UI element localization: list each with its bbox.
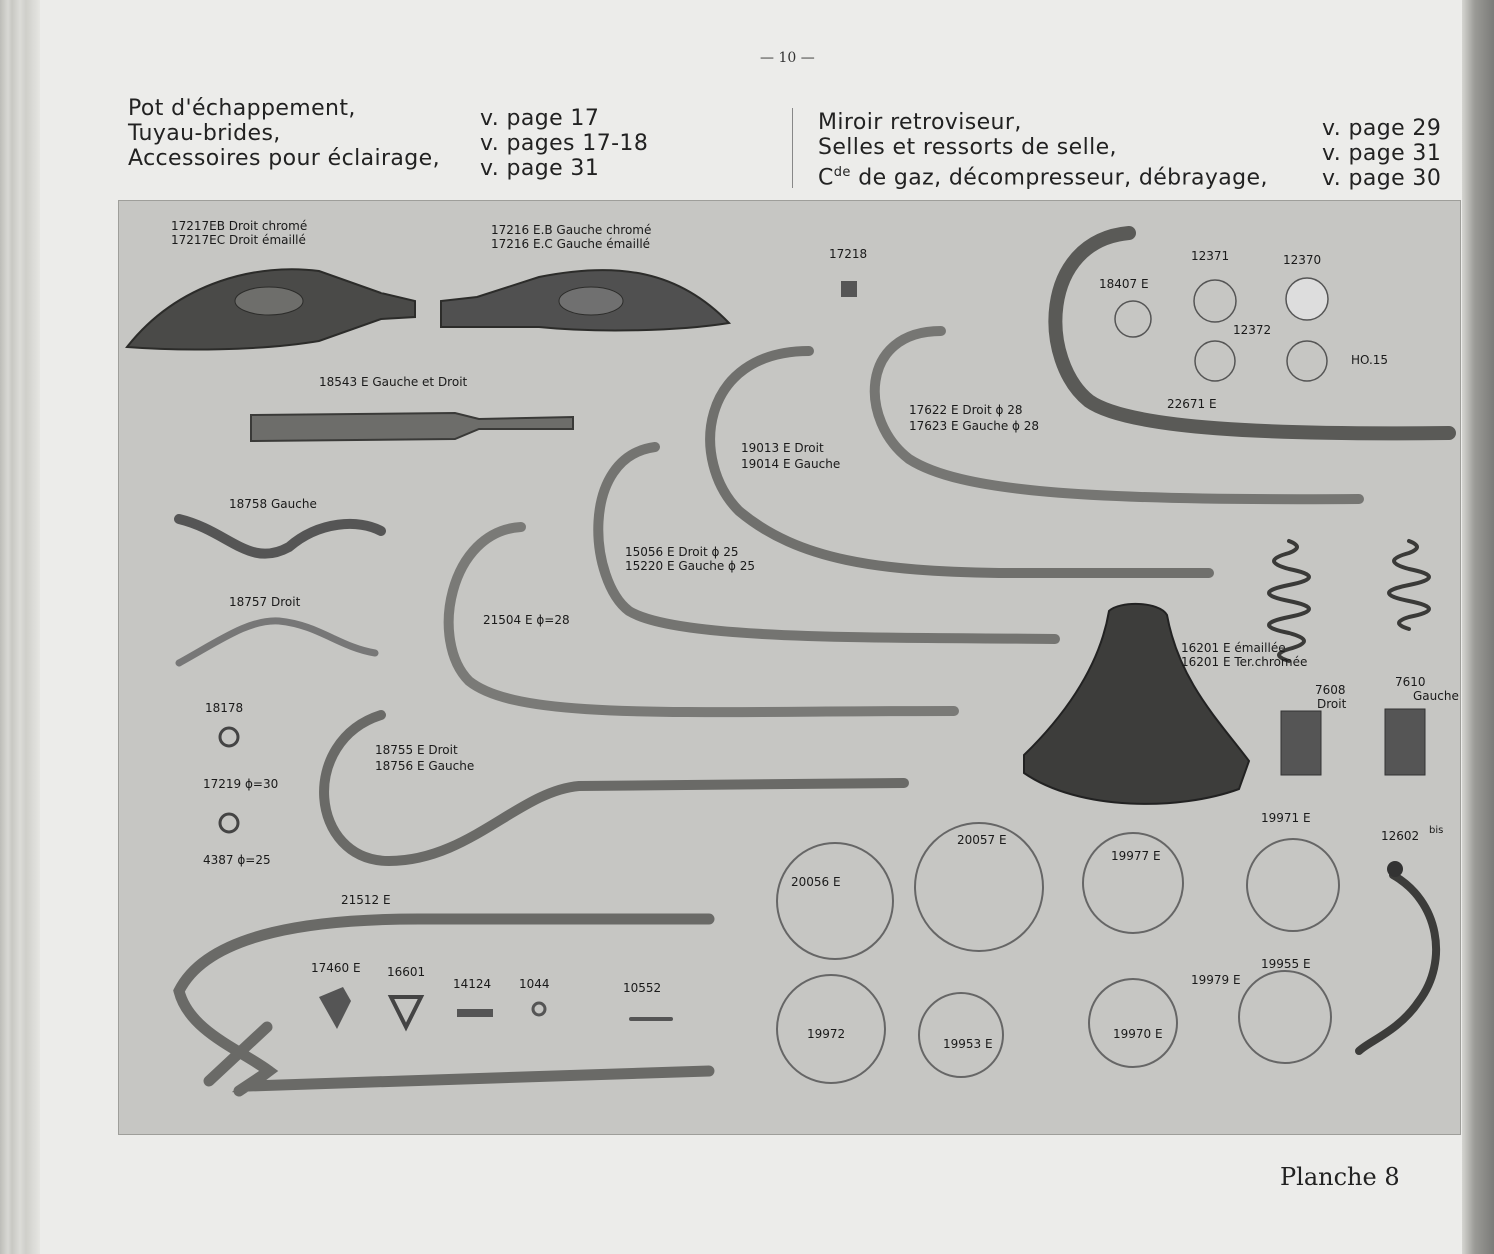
header-ref: v. page 31 bbox=[1322, 141, 1442, 166]
label-18178: 18178 bbox=[205, 701, 244, 715]
label-17219: 17219 ϕ=30 bbox=[203, 777, 279, 791]
header-item: Miroir retroviseur, bbox=[818, 110, 1022, 135]
page-left-edge bbox=[0, 0, 40, 1254]
pipe-18755-18756 bbox=[324, 715, 904, 861]
label-17218: 17218 bbox=[829, 247, 868, 261]
label-17623: 17623 E Gauche ϕ 28 bbox=[909, 419, 1040, 433]
label-19979: 19979 E bbox=[1191, 973, 1241, 987]
cable-20056 bbox=[777, 843, 893, 959]
label-17216-enamel: 17216 E.C Gauche émaillé bbox=[491, 237, 651, 251]
label-18755: 18755 E Droit bbox=[375, 743, 458, 757]
label-19977: 19977 E bbox=[1111, 849, 1161, 863]
label-18757: 18757 Droit bbox=[229, 595, 301, 609]
label-20057: 20057 E bbox=[957, 833, 1007, 847]
header-right-items bbox=[818, 110, 1268, 190]
label-HO15: HO.15 bbox=[1351, 353, 1389, 367]
header-ref: v. page 17 bbox=[480, 106, 600, 131]
label-7610: 7610 bbox=[1395, 675, 1426, 689]
label-18407: 18407 E bbox=[1099, 277, 1149, 291]
label-18543: 18543 E Gauche et Droit bbox=[319, 375, 468, 389]
label-17217-enamel: 17217EC Droit émaillé bbox=[171, 233, 306, 247]
header-item: Accessoires pour éclairage, bbox=[128, 146, 441, 171]
label-17216-chrome: 17216 E.B Gauche chromé bbox=[491, 223, 652, 237]
lever-12602 bbox=[1359, 875, 1436, 1051]
label-15056: 15056 E Droit ϕ 25 bbox=[625, 545, 739, 559]
header-item: Cde de gaz, décompresseur, débrayage, bbox=[818, 165, 1268, 191]
label-12371: 12371 bbox=[1191, 249, 1230, 263]
label-18756: 18756 E Gauche bbox=[375, 759, 475, 773]
header-item: Tuyau-brides, bbox=[128, 121, 281, 146]
header-right-refs bbox=[1322, 116, 1441, 191]
label-18758: 18758 Gauche bbox=[229, 497, 317, 511]
header-item: Selles et ressorts de selle, bbox=[818, 135, 1117, 160]
page-right-edge bbox=[1462, 0, 1494, 1254]
label-17217-chrome: 17217EB Droit chromé bbox=[171, 219, 308, 233]
label-16201-enamel: 16201 E émaillée bbox=[1181, 641, 1286, 655]
cable-19953 bbox=[919, 993, 1003, 1077]
label-22671: 22671 E bbox=[1167, 397, 1217, 411]
cable-19977 bbox=[1083, 833, 1183, 933]
label-19970: 19970 E bbox=[1113, 1027, 1163, 1041]
part-16601 bbox=[391, 997, 421, 1027]
label-1044: 1044 bbox=[519, 977, 550, 991]
header-item: Pot d'échappement, bbox=[128, 96, 356, 121]
plate-title: Planche 8 bbox=[1280, 1163, 1400, 1191]
cable-19970 bbox=[1089, 979, 1177, 1067]
label-19955: 19955 E bbox=[1261, 957, 1311, 971]
header-left-refs bbox=[480, 106, 648, 181]
label-20056: 20056 E bbox=[791, 875, 841, 889]
frame-tube-21512 bbox=[179, 919, 709, 1091]
label-19971: 19971 E bbox=[1261, 811, 1311, 825]
parts-photo-plate bbox=[118, 200, 1461, 1135]
label-17460: 17460 E bbox=[311, 961, 361, 975]
label-19014: 19014 E Gauche bbox=[741, 457, 841, 471]
label-7608: 7608 bbox=[1315, 683, 1346, 697]
label-21504: 21504 E ϕ=28 bbox=[483, 613, 570, 627]
label-14124: 14124 bbox=[453, 977, 492, 991]
part-17218 bbox=[841, 281, 857, 297]
part-14124 bbox=[457, 1009, 493, 1017]
label-7608-droit: Droit bbox=[1317, 697, 1347, 711]
cable-19971 bbox=[1247, 839, 1339, 931]
label-19953: 19953 E bbox=[943, 1037, 993, 1051]
page-number: — 10 — bbox=[760, 50, 815, 66]
part-17460 bbox=[319, 987, 351, 1029]
label-12372: 12372 bbox=[1233, 323, 1272, 337]
label-7610-gauche: Gauche bbox=[1413, 689, 1459, 703]
pipe-15056-15220 bbox=[598, 447, 1055, 639]
spring-7610 bbox=[1385, 709, 1425, 775]
silencer-18543 bbox=[251, 413, 573, 441]
header-ref: v. page 29 bbox=[1322, 116, 1442, 141]
spring-7608 bbox=[1281, 711, 1321, 775]
header-divider bbox=[792, 108, 793, 188]
label-10552: 10552 bbox=[623, 981, 662, 995]
label-12602: 12602 bbox=[1381, 829, 1420, 843]
label-16601: 16601 bbox=[387, 965, 426, 979]
label-15220: 15220 E Gauche ϕ 25 bbox=[625, 559, 756, 573]
label-21512: 21512 E bbox=[341, 893, 391, 907]
label-4387: 4387 ϕ=25 bbox=[203, 853, 271, 867]
label-19013: 19013 E Droit bbox=[741, 441, 824, 455]
saddle-16201 bbox=[1024, 604, 1249, 804]
header-ref: v. page 30 bbox=[1322, 166, 1442, 191]
label-19972: 19972 bbox=[807, 1027, 846, 1041]
cable-19955 bbox=[1239, 971, 1331, 1063]
header-ref: v. page 31 bbox=[480, 156, 600, 181]
tube-18757 bbox=[179, 621, 375, 663]
label-17622: 17622 E Droit ϕ 28 bbox=[909, 403, 1023, 417]
label-16201-chrome: 16201 E Ter.chromée bbox=[1181, 655, 1308, 669]
label-12370: 12370 bbox=[1283, 253, 1322, 267]
spring-saddle-right bbox=[1389, 541, 1429, 629]
tube-18758 bbox=[179, 519, 381, 554]
header-left-items bbox=[128, 96, 440, 171]
label-12602-bis: bis bbox=[1429, 825, 1444, 836]
header-ref: v. pages 17-18 bbox=[480, 131, 649, 156]
